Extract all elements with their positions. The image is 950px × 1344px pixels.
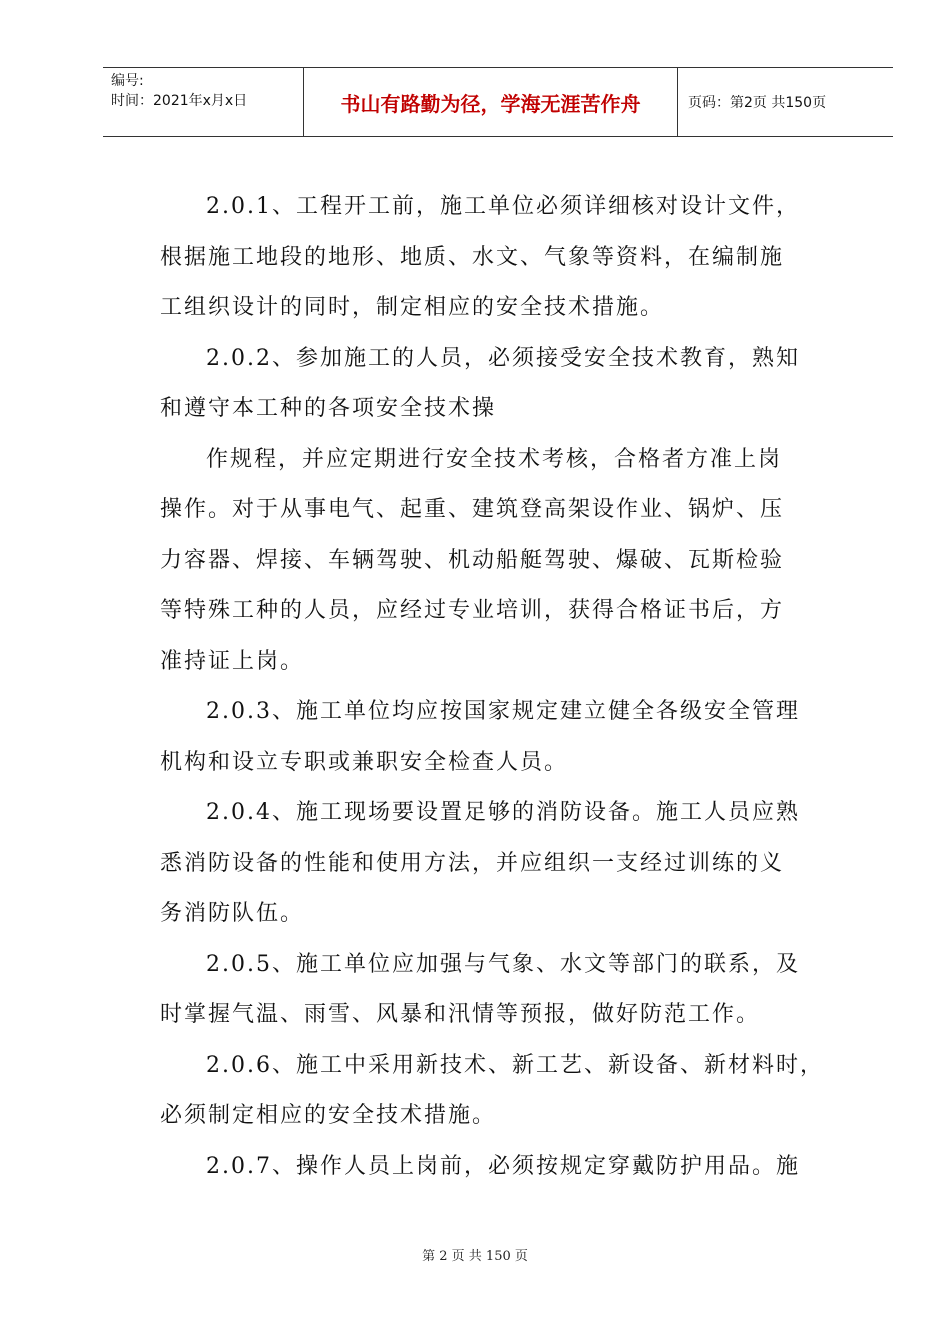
paragraph-2-0-2 <box>160 334 850 435</box>
header-motto: 书山有路勤为径，学海无涯苦作舟 <box>303 68 678 136</box>
text-line: 务消防队伍。 <box>160 901 305 926</box>
text-line: 悉消防设备的性能和使用方法，并应组织一支经过训练的义 <box>160 850 785 876</box>
text-line: 作规程，并应定期进行安全技术考核，合格者方准上岗 <box>206 446 783 472</box>
document-date-label: 时间：2021年x月x日 <box>111 93 248 109</box>
paragraph-2-0-6 <box>160 1041 850 1142</box>
paragraph-2-0-7 <box>160 1142 850 1193</box>
paragraph-2-0-4 <box>160 788 850 940</box>
text-line: 2.0.6、施工中采用新技术、新工艺、新设备、新材料时， <box>206 1052 824 1078</box>
paragraph-2-0-1 <box>160 182 850 334</box>
header-meta <box>103 68 303 136</box>
text-line: 工组织设计的同时，制定相应的安全技术措施。 <box>160 295 665 320</box>
text-line: 必须制定相应的安全技术措施。 <box>160 1103 497 1128</box>
text-line: 时掌握气温、雨雪、风暴和汛情等预报，做好防范工作。 <box>160 1002 761 1027</box>
text-line: 2.0.1、工程开工前，施工单位必须详细核对设计文件， <box>206 194 800 219</box>
text-line: 等特殊工种的人员，应经过专业培训，获得合格证书后，方 <box>160 598 785 623</box>
text-line: 机构和设立专职或兼职安全检查人员。 <box>160 749 569 775</box>
text-line: 2.0.5、施工单位应加强与气象、水文等部门的联系，及 <box>206 951 800 977</box>
document-body <box>160 182 850 1192</box>
header-page-number: 页码：第2页 共150页 <box>688 95 827 111</box>
text-line: 2.0.7、操作人员上岗前，必须按规定穿戴防护用品。施 <box>206 1153 800 1179</box>
page-footer: 第 2 页 共 150 页 <box>422 1249 528 1264</box>
text-line: 和遵守本工种的各项安全技术操 <box>160 396 497 421</box>
paragraph-2-0-3 <box>160 687 850 788</box>
text-line: 操作。对于从事电气、起重、建筑登高架设作业、锅炉、压 <box>160 497 785 522</box>
document-number-label: 编号: <box>111 73 144 89</box>
text-line: 根据施工地段的地形、地质、水文、气象等资料，在编制施 <box>160 244 785 270</box>
page-header <box>103 67 893 137</box>
text-line: 2.0.3、施工单位均应按国家规定建立健全各级安全管理 <box>206 699 800 724</box>
text-line: 力容器、焊接、车辆驾驶、机动船艇驾驶、爆破、瓦斯检验 <box>160 547 785 573</box>
text-line: 准持证上岗。 <box>160 648 305 674</box>
text-line: 2.0.4、施工现场要设置足够的消防设备。施工人员应熟 <box>206 800 800 825</box>
paragraph-2-0-2-continued <box>160 435 850 688</box>
text-line: 2.0.2、参加施工的人员，必须接受安全技术教育，熟知 <box>206 345 800 371</box>
paragraph-2-0-5 <box>160 940 850 1041</box>
